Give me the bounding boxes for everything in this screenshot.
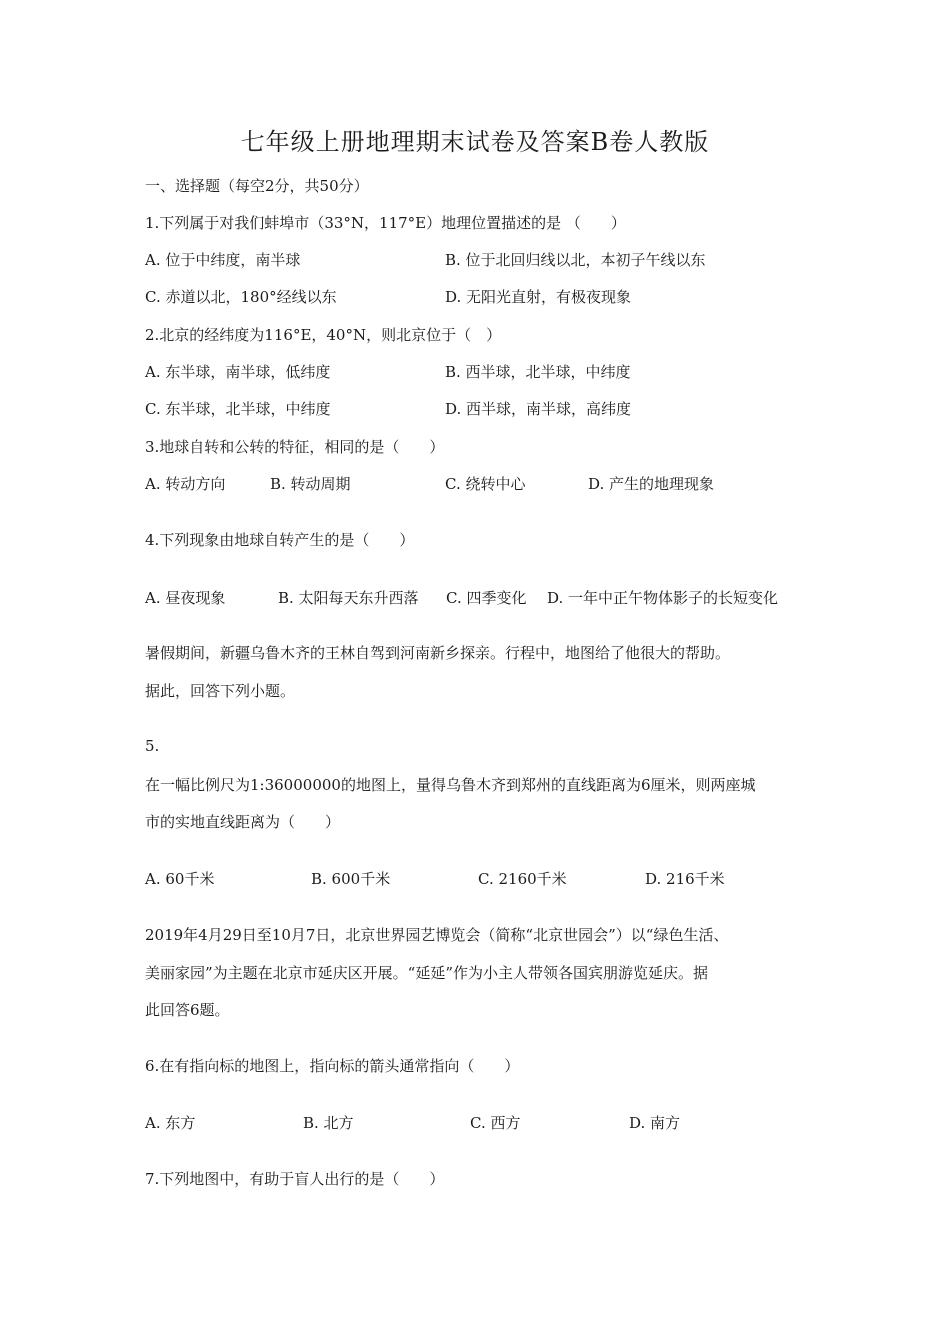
question-5-option-c: C. 2160千米 bbox=[478, 870, 567, 888]
question-5-stem-line-1: 在一幅比例尺为1:36000000的地图上，量得乌鲁木齐到郑州的直线距离为6厘米，则两座城 bbox=[145, 776, 756, 794]
question-4-option-b: B. 太阳每天东升西落 bbox=[278, 589, 419, 607]
question-2-option-d: D. 西半球，南半球，高纬度 bbox=[445, 400, 632, 418]
question-2-option-a: A. 东半球，南半球，低纬度 bbox=[145, 363, 331, 381]
section-heading: 一、选择题（每空2分，共50分） bbox=[145, 177, 369, 195]
passage-2-line-2: 美丽家园”为主题在北京市延庆区开展。“延延”作为小主人带领各国宾朋游览延庆。据 bbox=[145, 964, 709, 982]
question-7-stem: 7.下列地图中，有助于盲人出行的是（ ） bbox=[145, 1170, 445, 1188]
question-4-option-c: C. 四季变化 bbox=[446, 589, 527, 607]
question-2-stem: 2.北京的经纬度为116°E，40°N，则北京位于（ ） bbox=[145, 326, 502, 344]
question-4-stem: 4.下列现象由地球自转产生的是（ ） bbox=[145, 531, 415, 549]
question-5-option-b: B. 600千米 bbox=[311, 870, 391, 888]
question-1-stem: 1.下列属于对我们蚌埠市（33°N，117°E）地理位置描述的是 （ ） bbox=[145, 214, 626, 232]
question-2-option-b: B. 西半球，北半球，中纬度 bbox=[445, 363, 631, 381]
question-5-stem-line-2: 市的实地直线距离为（ ） bbox=[145, 813, 341, 831]
question-6-option-c: C. 西方 bbox=[470, 1114, 521, 1132]
question-3-option-c: C. 绕转中心 bbox=[445, 475, 526, 493]
question-5-number: 5. bbox=[145, 737, 160, 755]
question-6-stem: 6.在有指向标的地图上，指向标的箭头通常指向（ ） bbox=[145, 1057, 520, 1075]
passage-1-line-1: 暑假期间，新疆乌鲁木齐的王林自驾到河南新乡探亲。行程中，地图给了他很大的帮助。 bbox=[145, 644, 731, 662]
question-6-option-a: A. 东方 bbox=[145, 1114, 196, 1132]
question-1-option-d: D. 无阳光直射，有极夜现象 bbox=[445, 288, 632, 306]
passage-2-line-3: 此回答6题。 bbox=[145, 1001, 230, 1019]
page-title: 七年级上册地理期末试卷及答案B卷人教版 bbox=[240, 128, 710, 156]
question-1-option-b: B. 位于北回归线以北，本初子午线以东 bbox=[445, 251, 706, 269]
question-5-option-a: A. 60千米 bbox=[145, 870, 215, 888]
question-1-option-a: A. 位于中纬度，南半球 bbox=[145, 251, 301, 269]
question-6-option-b: B. 北方 bbox=[303, 1114, 354, 1132]
question-5-option-d: D. 216千米 bbox=[645, 870, 725, 888]
question-6-option-d: D. 南方 bbox=[629, 1114, 681, 1132]
question-1-option-c: C. 赤道以北，180°经线以东 bbox=[145, 288, 337, 306]
question-4-option-a: A. 昼夜现象 bbox=[145, 589, 226, 607]
question-4-option-d: D. 一年中正午物体影子的长短变化 bbox=[547, 589, 779, 607]
question-3-option-d: D. 产生的地理现象 bbox=[588, 475, 715, 493]
question-2-option-c: C. 东半球，北半球，中纬度 bbox=[145, 400, 331, 418]
passage-2-line-1: 2019年4月29日至10月7日，北京世界园艺博览会（简称“北京世园会”）以“绿色生活、 bbox=[145, 926, 729, 944]
question-3-stem: 3.地球自转和公转的特征，相同的是（ ） bbox=[145, 438, 445, 456]
passage-1-line-2: 据此，回答下列小题。 bbox=[145, 682, 296, 700]
question-3-option-a: A. 转动方向 bbox=[145, 475, 226, 493]
question-3-option-b: B. 转动周期 bbox=[270, 475, 351, 493]
